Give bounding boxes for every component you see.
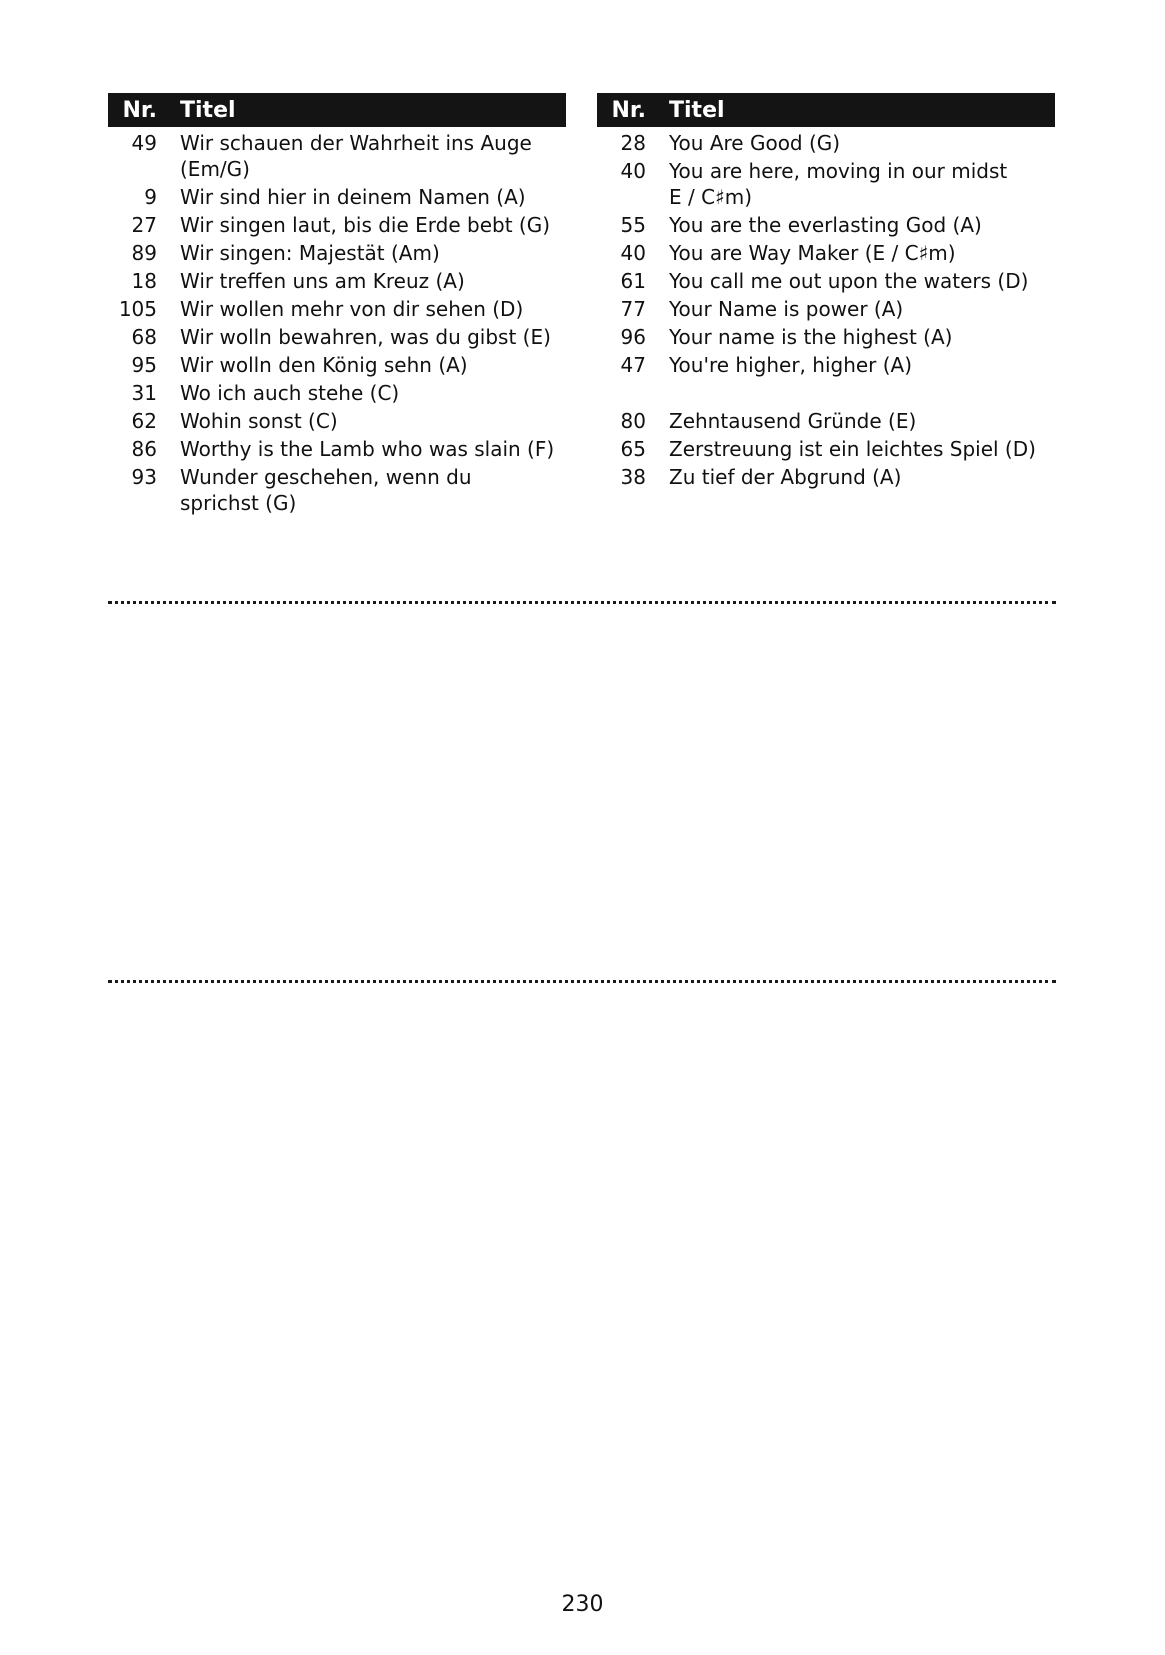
song-number: 80 [620, 409, 646, 433]
list-item [597, 324, 1055, 350]
song-number: 40 [620, 241, 646, 265]
song-index-left [108, 93, 566, 518]
list-item [597, 130, 1055, 156]
list-item [108, 352, 566, 378]
song-number: 105 [118, 297, 157, 321]
list-item [597, 464, 1055, 490]
song-list [597, 130, 1055, 490]
list-item [597, 408, 1055, 434]
song-number: 93 [131, 465, 157, 489]
song-number: 55 [620, 213, 646, 237]
song-title: Zu tief der Abgrund (A) [669, 465, 902, 489]
list-item [108, 184, 566, 210]
list-item [108, 464, 566, 516]
song-number: 38 [620, 465, 646, 489]
dotted-divider [108, 980, 1056, 983]
song-number: 40 [620, 159, 646, 183]
list-item [108, 380, 566, 406]
song-number: 18 [131, 269, 157, 293]
list-item [597, 352, 1055, 378]
song-title: You're higher, higher (A) [669, 353, 913, 377]
list-item [597, 158, 1055, 210]
table-header [108, 93, 566, 127]
song-title: Wohin sonst (C) [180, 409, 338, 433]
list-item [108, 212, 566, 238]
list-item [597, 212, 1055, 238]
table-header [597, 93, 1055, 127]
song-number: 9 [144, 185, 157, 209]
song-title: Wir wollen mehr von dir sehen (D) [180, 297, 524, 321]
song-index-right [597, 93, 1055, 492]
song-title: Zerstreuung ist ein leichtes Spiel (D) [669, 437, 1036, 461]
page-number: 230 [561, 1592, 604, 1617]
list-item [108, 268, 566, 294]
song-title: Wunder geschehen, wenn du sprichst (G) [180, 465, 472, 515]
list-item [597, 268, 1055, 294]
song-title: Wir treffen uns am Kreuz (A) [180, 269, 465, 293]
list-item [108, 436, 566, 462]
list-item [108, 296, 566, 322]
song-number: 86 [131, 437, 157, 461]
header-title: Titel [669, 97, 725, 123]
song-title: Wir singen: Majestät (Am) [180, 241, 440, 265]
song-title: You call me out upon the waters (D) [669, 269, 1029, 293]
song-title: Wir wolln den König sehn (A) [180, 353, 468, 377]
song-title: Wir singen laut, bis die Erde bebt (G) [180, 213, 551, 237]
song-list [108, 130, 566, 516]
list-item [108, 324, 566, 350]
song-number: 28 [620, 131, 646, 155]
song-title: Zehntausend Gründe (E) [669, 409, 917, 433]
song-title: You are Way Maker (E / C♯m) [669, 241, 956, 265]
header-title: Titel [180, 97, 236, 123]
song-number: 96 [620, 325, 646, 349]
song-title: You Are Good (G) [669, 131, 841, 155]
song-number: 49 [131, 131, 157, 155]
song-number: 89 [131, 241, 157, 265]
song-number: 47 [620, 353, 646, 377]
list-item [108, 130, 566, 182]
song-title: Wir schauen der Wahrheit ins Auge (Em/G) [180, 131, 532, 181]
list-item [597, 240, 1055, 266]
song-number: 61 [620, 269, 646, 293]
list-item [597, 436, 1055, 462]
song-number: 31 [131, 381, 157, 405]
song-number: 95 [131, 353, 157, 377]
song-title: Wir sind hier in deinem Namen (A) [180, 185, 526, 209]
song-title: Your Name is power (A) [669, 297, 904, 321]
song-title: Wir wolln bewahren, was du gibst (E) [180, 325, 551, 349]
header-nr: Nr. [122, 97, 157, 123]
list-item [108, 408, 566, 434]
header-nr: Nr. [611, 97, 646, 123]
dotted-divider [108, 601, 1056, 604]
song-number: 68 [131, 325, 157, 349]
song-title: You are the everlasting God (A) [669, 213, 982, 237]
list-item [597, 296, 1055, 322]
song-number: 65 [620, 437, 646, 461]
song-title: Your name is the highest (A) [669, 325, 953, 349]
song-number: 62 [131, 409, 157, 433]
song-number: 77 [620, 297, 646, 321]
song-number: 27 [131, 213, 157, 237]
list-spacer [597, 380, 1055, 406]
song-title: Worthy is the Lamb who was slain (F) [180, 437, 555, 461]
song-title: You are here, moving in our midst E / C♯m) [669, 159, 1008, 209]
list-item [108, 240, 566, 266]
song-title: Wo ich auch stehe (C) [180, 381, 400, 405]
